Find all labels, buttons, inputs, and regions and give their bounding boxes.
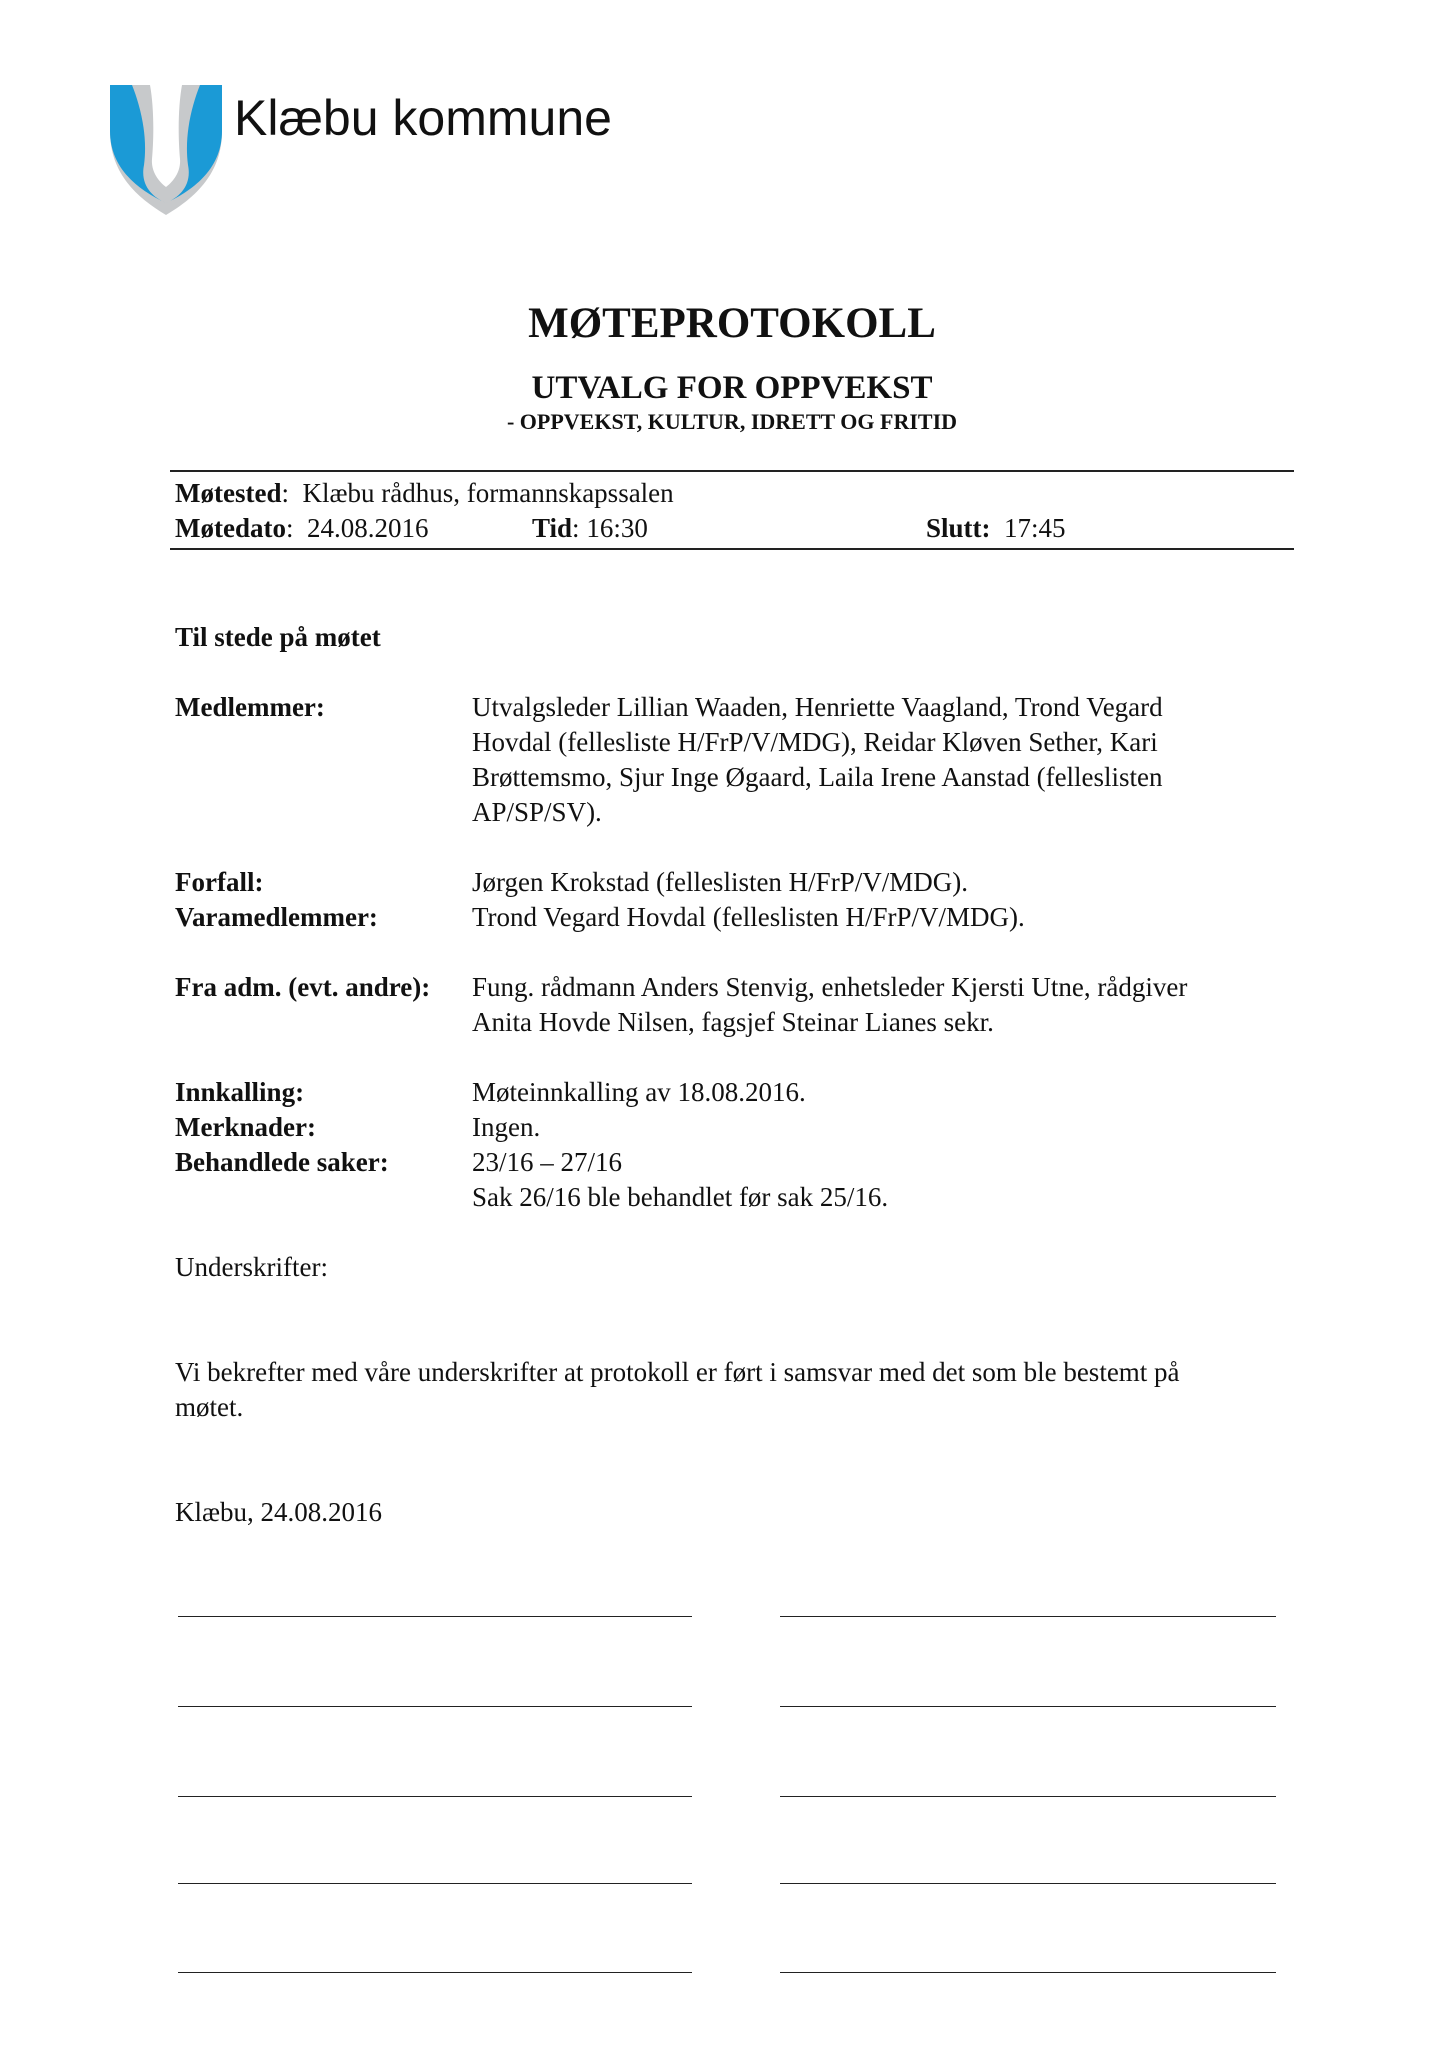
cases-label: Behandlede saker: — [175, 1147, 389, 1177]
signature-line-left — [178, 1883, 692, 1884]
signature-line-right — [780, 1706, 1276, 1707]
meeting-end-row — [926, 511, 1066, 546]
meeting-date-row: Møtedato: 24.08.2016 — [175, 513, 429, 543]
cases-value — [472, 1145, 1272, 1215]
signature-line-right — [780, 1972, 1276, 1973]
members-line: Hovdal (fellesliste H/FrP/V/MDG), Reidar Kløven Sether, Kari — [472, 727, 1158, 757]
signature-line-right — [780, 1796, 1276, 1797]
meeting-date-value: 24.08.2016 — [306, 513, 429, 543]
signature-line-left — [178, 1616, 692, 1617]
place-date: Klæbu, 24.08.2016 — [175, 1497, 383, 1527]
meeting-time-value: 16:30 — [586, 513, 648, 543]
meeting-end-value: 17:45 — [1004, 513, 1066, 543]
meeting-info-top-rule — [170, 470, 1294, 472]
admin-label: Fra adm. (evt. andre): — [175, 972, 431, 1002]
cases-line: Sak 26/16 ble behandlet før sak 25/16. — [472, 1182, 889, 1212]
absent-label: Forfall: — [175, 867, 264, 897]
meeting-date-label: Møtedato — [175, 513, 286, 543]
members-value — [472, 690, 1272, 830]
remarks-label: Merknader: — [175, 1112, 316, 1142]
signatures-heading: Underskrifter: — [175, 1252, 328, 1282]
absent-value: Jørgen Krokstad (felleslisten H/FrP/V/MDG). — [472, 867, 968, 897]
members-label: Medlemmer: — [175, 692, 325, 722]
meeting-time-row: Tid: 16:30 — [532, 513, 648, 543]
admin-line: Fung. rådmann Anders Stenvig, enhetsleder Kjersti Utne, rådgiver — [472, 972, 1188, 1002]
meeting-info-bottom-rule — [170, 548, 1294, 550]
signature-line-left — [178, 1796, 692, 1797]
summons-label: Innkalling: — [175, 1077, 305, 1107]
remarks-value: Ingen. — [472, 1112, 541, 1142]
substitutes-label: Varamedlemmer: — [175, 902, 378, 932]
klaebu-coat-of-arms-icon — [110, 85, 222, 215]
signature-statement — [175, 1355, 1295, 1425]
signature-line-right — [780, 1883, 1276, 1884]
members-line: AP/SP/SV). — [472, 797, 602, 827]
admin-value — [472, 970, 1272, 1040]
admin-line: Anita Hovde Nilsen, fagsjef Steinar Lianes sekr. — [472, 1007, 994, 1037]
document-title: MØTEPROTOKOLL — [528, 300, 936, 347]
meeting-time-label: Tid — [532, 513, 573, 543]
members-line: Brøttemsmo, Sjur Inge Øgaard, Laila Irene Aanstad (felleslisten — [472, 762, 1163, 792]
meeting-place-value: Klæbu rådhus, formannskapssalen — [302, 478, 674, 508]
summons-value: Møteinnkalling av 18.08.2016. — [472, 1077, 806, 1107]
meeting-place-label: Møtested — [175, 478, 282, 508]
cases-line: 23/16 – 27/16 — [472, 1147, 623, 1177]
substitutes-value: Trond Vegard Hovdal (felleslisten H/FrP/V/MDG). — [472, 902, 1025, 932]
statement-line: møtet. — [175, 1392, 244, 1422]
attendance-heading: Til stede på møtet — [175, 622, 381, 652]
statement-line: Vi bekrefter med våre underskrifter at protokoll er ført i samsvar med det som ble bestemt på — [175, 1357, 1180, 1387]
signature-line-left — [178, 1972, 692, 1973]
meeting-place-row: Møtested: Klæbu rådhus, formannskapssalen — [175, 478, 674, 508]
org-name: Klæbu kommune — [234, 90, 612, 146]
committee-scope: - OPPVEKST, KULTUR, IDRETT OG FRITID — [506, 409, 958, 434]
members-line: Utvalgsleder Lillian Waaden, Henriette Vaagland, Trond Vegard — [472, 692, 1163, 722]
committee-name: UTVALG FOR OPPVEKST — [531, 370, 933, 406]
meeting-end-label: Slutt: — [926, 513, 991, 543]
signature-line-left — [178, 1706, 692, 1707]
signature-line-right — [780, 1616, 1276, 1617]
